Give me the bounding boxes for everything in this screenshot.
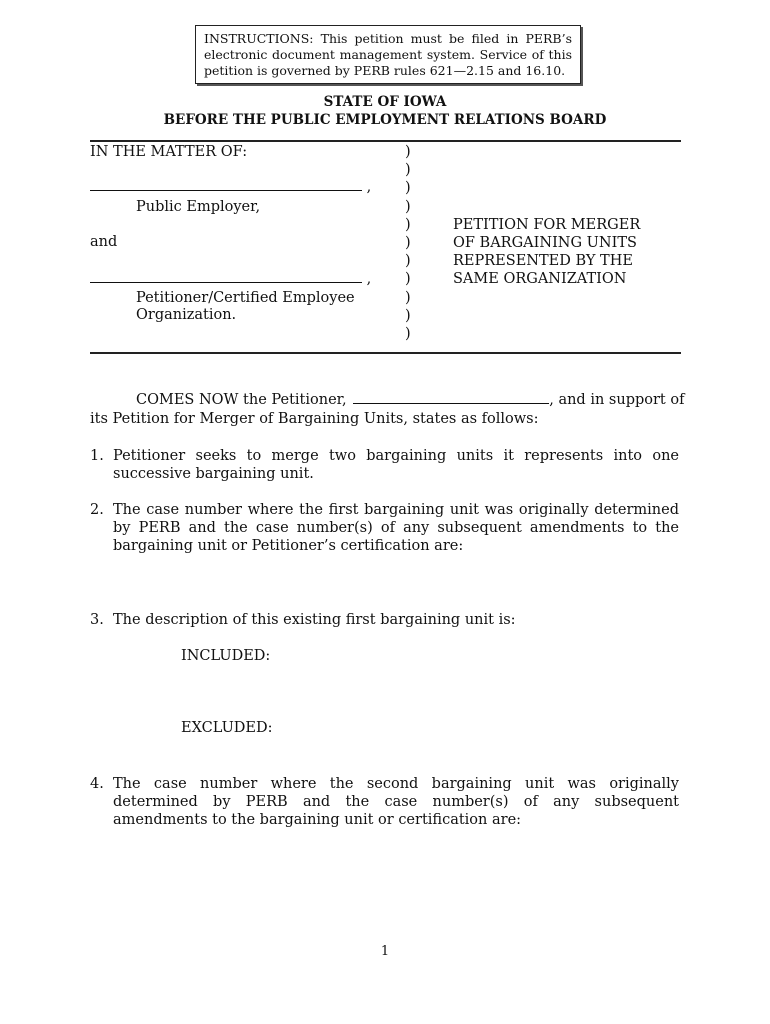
petitioner-name-blank[interactable] <box>353 391 549 404</box>
paren: ) <box>405 307 411 324</box>
paren: ) <box>405 162 411 179</box>
and-label: and <box>90 234 118 250</box>
caption-top-rule <box>90 140 681 142</box>
paren: ) <box>405 144 411 160</box>
paren: ) <box>405 289 411 306</box>
paren: ) <box>405 271 411 288</box>
petitioner-label-1: Petitioner/Certified Employee <box>136 290 355 306</box>
item-number: 3. <box>90 612 104 628</box>
employer-name-line[interactable] <box>90 178 371 196</box>
petitioner-label-2: Organization. <box>136 307 237 323</box>
petition-title-line: REPRESENTED BY THE <box>453 253 633 269</box>
petition-title-line: SAME ORGANIZATION <box>453 271 627 287</box>
paren: ) <box>405 326 411 343</box>
employer-comma: , <box>366 179 372 195</box>
intro-start: COMES NOW the Petitioner, <box>136 392 347 408</box>
excluded-label: EXCLUDED: <box>181 720 273 736</box>
in-the-matter-of: IN THE MATTER OF: <box>90 144 248 160</box>
item-2-text: The case number where the first bargaining unit was originally determined by PERB and the case number(s) of any subsequent amendments to the bargaining unit or Petitioner’s certification are: <box>113 502 679 554</box>
paren: ) <box>405 198 411 215</box>
item-number: 4. <box>90 776 104 792</box>
employer-blank[interactable] <box>90 178 362 191</box>
petitioner-blank[interactable] <box>90 270 362 283</box>
included-label: INCLUDED: <box>181 648 271 664</box>
petition-title-line: OF BARGAINING UNITS <box>453 235 637 251</box>
petition-title <box>453 216 640 288</box>
public-employer-label: Public Employer, <box>136 199 261 215</box>
petition-title-line: PETITION FOR MERGER <box>453 217 641 233</box>
item-number: 2. <box>90 502 104 518</box>
caption-bottom-rule <box>90 352 681 354</box>
state-title: STATE OF IOWA <box>323 94 447 110</box>
paren: ) <box>405 216 411 233</box>
paren: ) <box>405 253 411 270</box>
intro-end: , and in support of <box>549 392 685 408</box>
item-3-text: The description of this existing first bargaining unit is: <box>113 612 516 628</box>
petitioner-comma: , <box>366 271 372 287</box>
intro-line-1 <box>136 391 684 409</box>
paren: ) <box>405 235 411 252</box>
page-number: 1 <box>380 944 390 959</box>
caption-parentheses <box>405 143 411 343</box>
petitioner-name-line[interactable] <box>90 270 371 288</box>
intro-line-2: its Petition for Merger of Bargaining Units, states as follows: <box>90 411 539 427</box>
item-4-text: The case number where the second bargaining unit was originally determined by PERB and the case number(s) of any subsequent amendments to the bargaining unit or certification are: <box>113 776 679 828</box>
item-1-text: Petitioner seeks to merge two bargaining units it represents into one successive bargaining unit. <box>113 448 679 482</box>
item-number: 1. <box>90 448 104 464</box>
board-title: BEFORE THE PUBLIC EMPLOYMENT RELATIONS BOARD <box>163 112 607 128</box>
instructions-box: INSTRUCTIONS: This petition must be filed in PERB’s electronic document management system. Service of this petition is governed by PERB rules 621—2.15 and 16.10. <box>195 25 581 84</box>
paren: ) <box>405 180 411 197</box>
